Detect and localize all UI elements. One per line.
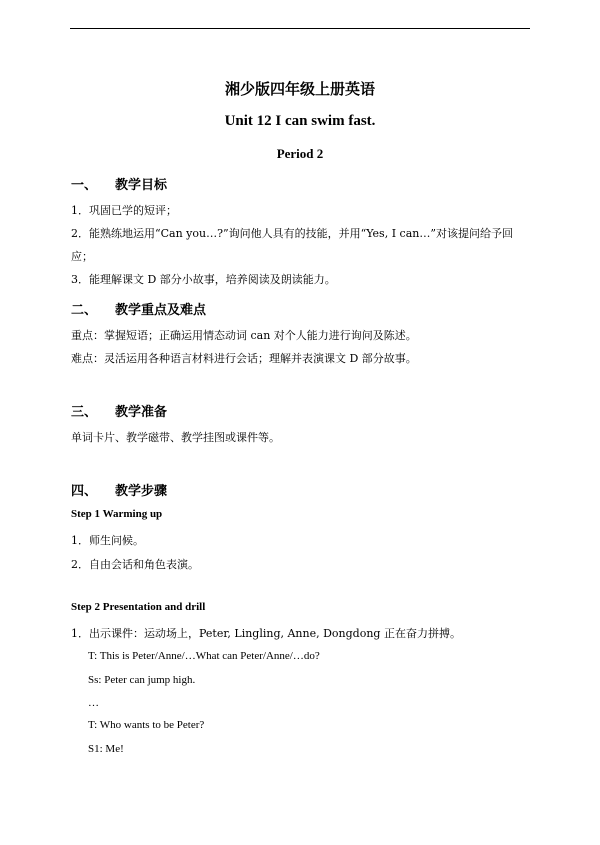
section-number: 二、 xyxy=(71,303,98,318)
section-number: 一、 xyxy=(71,178,98,193)
section-heading-key-points xyxy=(71,299,206,318)
section-number: 三、 xyxy=(71,405,98,420)
section-title: 教学重点及难点 xyxy=(115,303,207,318)
step-item: 1．出示课件：运动场上，Peter, Lingling, Anne, Dongdong 正在奋力拼搏。 xyxy=(71,627,461,640)
step-item: 1．师生问候。 xyxy=(71,534,144,547)
period-title: Period 2 xyxy=(276,146,324,161)
objective-item: 2．能熟练地运用“Can you…?”询问他人具有的技能，并用“Yes, I can…”对该提问给予回 xyxy=(71,227,513,240)
dialogue-line: S1: Me! xyxy=(88,743,124,755)
step-title: Step 1 Warming up xyxy=(71,508,163,520)
header-rule xyxy=(70,28,530,29)
step-item: 2．自由会话和角色表演。 xyxy=(71,558,199,571)
section-title: 教学目标 xyxy=(115,178,168,193)
dialogue-line: T: This is Peter/Anne/…What can Peter/Anne/…do? xyxy=(88,650,320,662)
section-heading-steps xyxy=(71,480,167,499)
objective-item: 应； xyxy=(71,250,93,263)
section-heading-objectives xyxy=(71,174,167,193)
document-title: 湘少版四年级上册英语 xyxy=(224,80,375,98)
objective-item: 1．巩固已学的短评； xyxy=(71,204,177,217)
preparation-item: 单词卡片、教学磁带、教学挂图或课件等。 xyxy=(71,431,280,444)
objective-item: 3．能理解课文 D 部分小故事，培养阅读及朗读能力。 xyxy=(71,273,336,286)
dialogue-line: T: Who wants to be Peter? xyxy=(88,719,205,731)
section-title: 教学准备 xyxy=(115,405,168,420)
step-title: Step 2 Presentation and drill xyxy=(71,601,206,613)
dialogue-ellipsis: … xyxy=(88,697,99,709)
difficulty-item: 难点：灵活运用各种语言材料进行会话；理解并表演课文 D 部分故事。 xyxy=(71,352,417,365)
key-point-item: 重点：掌握短语；正确运用情态动词 can 对个人能力进行询问及陈述。 xyxy=(71,329,417,342)
unit-title: Unit 12 I can swim fast. xyxy=(224,113,376,129)
section-number: 四、 xyxy=(71,484,98,499)
dialogue-line: Ss: Peter can jump high. xyxy=(88,674,196,686)
section-heading-preparation xyxy=(71,401,167,420)
section-title: 教学步骤 xyxy=(115,484,168,499)
